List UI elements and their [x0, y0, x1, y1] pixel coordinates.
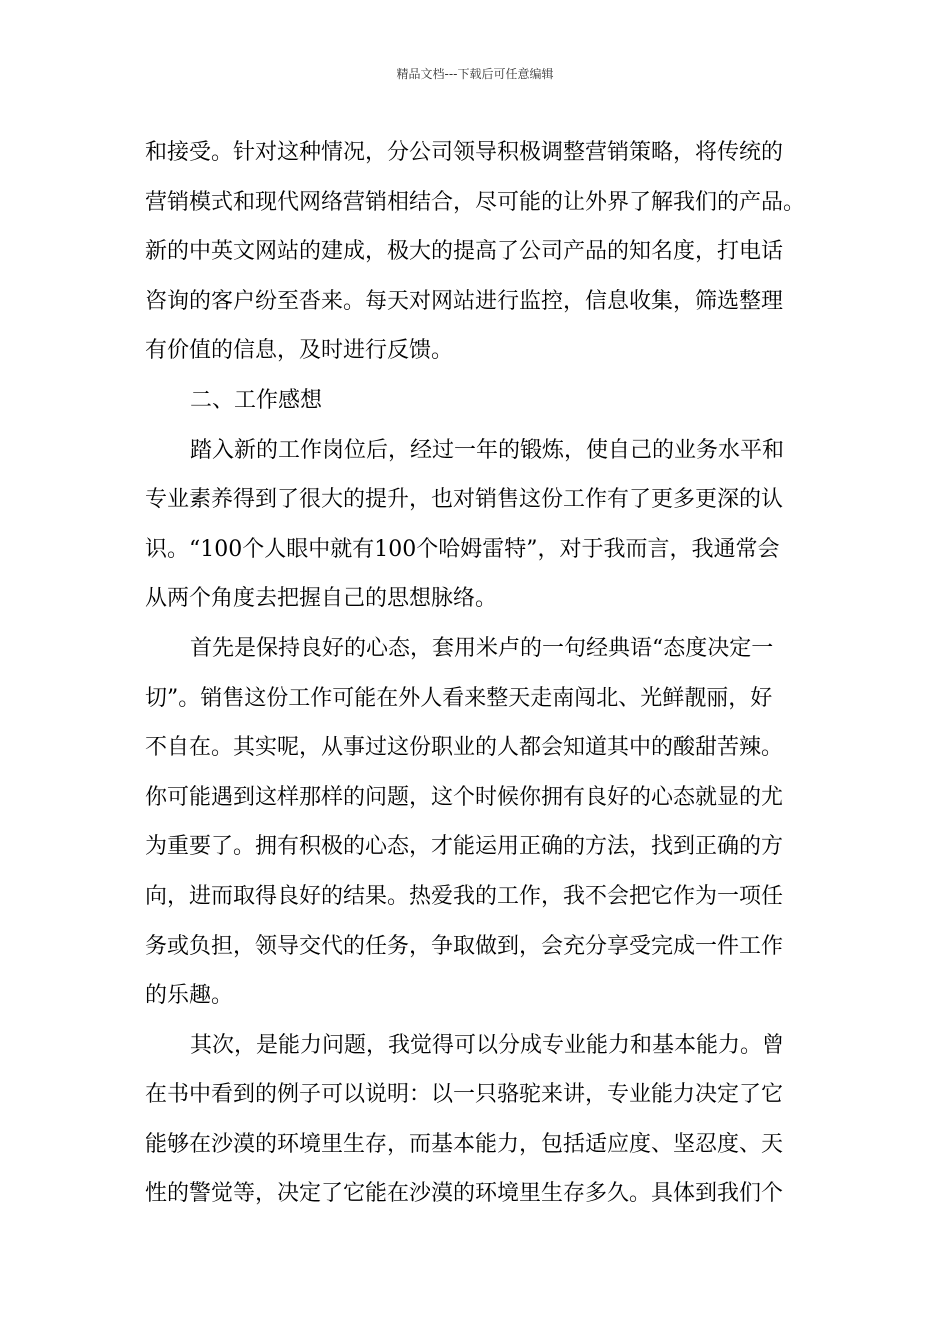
text-line: 识。“100个人眼中就有100个哈姆雷特”，对于我而言，我通常会 [145, 536, 780, 562]
text-line: 的乐趣。 [145, 983, 234, 1009]
text-line: 从两个角度去把握自己的思想脉络。 [145, 586, 498, 612]
document-body [145, 128, 810, 1219]
text-line: 营销模式和现代网络营销相结合，尽可能的让外界了解我们的产品。 [145, 189, 806, 215]
text-line: 首先是保持良好的心态，套用米卢的一句经典语“态度决定一 [190, 635, 774, 661]
text-line: 其次，是能力问题，我觉得可以分成专业能力和基本能力。曾 [190, 1032, 785, 1058]
text-line: 专业素养得到了很大的提升，也对销售这份工作有了更多更深的认 [145, 487, 784, 513]
text-line: 能够在沙漠的环境里生存，而基本能力，包括适应度、坚忍度、天 [145, 1131, 784, 1157]
text-line: 切”。销售这份工作可能在外人看来整天走南闯北、光鲜靓丽，好 [145, 685, 773, 711]
text-line: 有价值的信息，及时进行反馈。 [145, 338, 454, 364]
text-line: 在书中看到的例子可以说明：以一只骆驼来讲，专业能力决定了它 [145, 1082, 784, 1108]
text-line: 务或负担，领导交代的任务，争取做到，会充分享受完成一件工作 [145, 933, 784, 959]
text-line: 和接受。针对这种情况，分公司领导积极调整营销策略，将传统的 [145, 140, 784, 165]
text-line: 不自在。其实呢，从事过这份职业的人都会知道其中的酸甜苦辣。 [145, 735, 784, 761]
page-header: 精品文档---下载后可任意编辑 [396, 67, 554, 81]
text-line: 二、工作感想 [190, 387, 323, 413]
text-line: 性的警觉等，决定了它能在沙漠的环境里生存多久。具体到我们个 [145, 1181, 784, 1207]
text-line: 咨询的客户纷至沓来。每天对网站进行监控，信息收集，筛选整理 [145, 288, 784, 314]
text-line: 为重要了。拥有积极的心态，才能运用正确的方法，找到正确的方 [145, 834, 784, 860]
text-line: 你可能遇到这样那样的问题，这个时候你拥有良好的心态就显的尤 [145, 784, 784, 810]
text-line: 新的中英文网站的建成，极大的提高了公司产品的知名度，打电话 [145, 239, 784, 265]
text-line: 踏入新的工作岗位后，经过一年的锻炼，使自己的业务水平和 [190, 437, 785, 463]
text-line: 向，进而取得良好的结果。热爱我的工作，我不会把它作为一项任 [145, 883, 784, 909]
